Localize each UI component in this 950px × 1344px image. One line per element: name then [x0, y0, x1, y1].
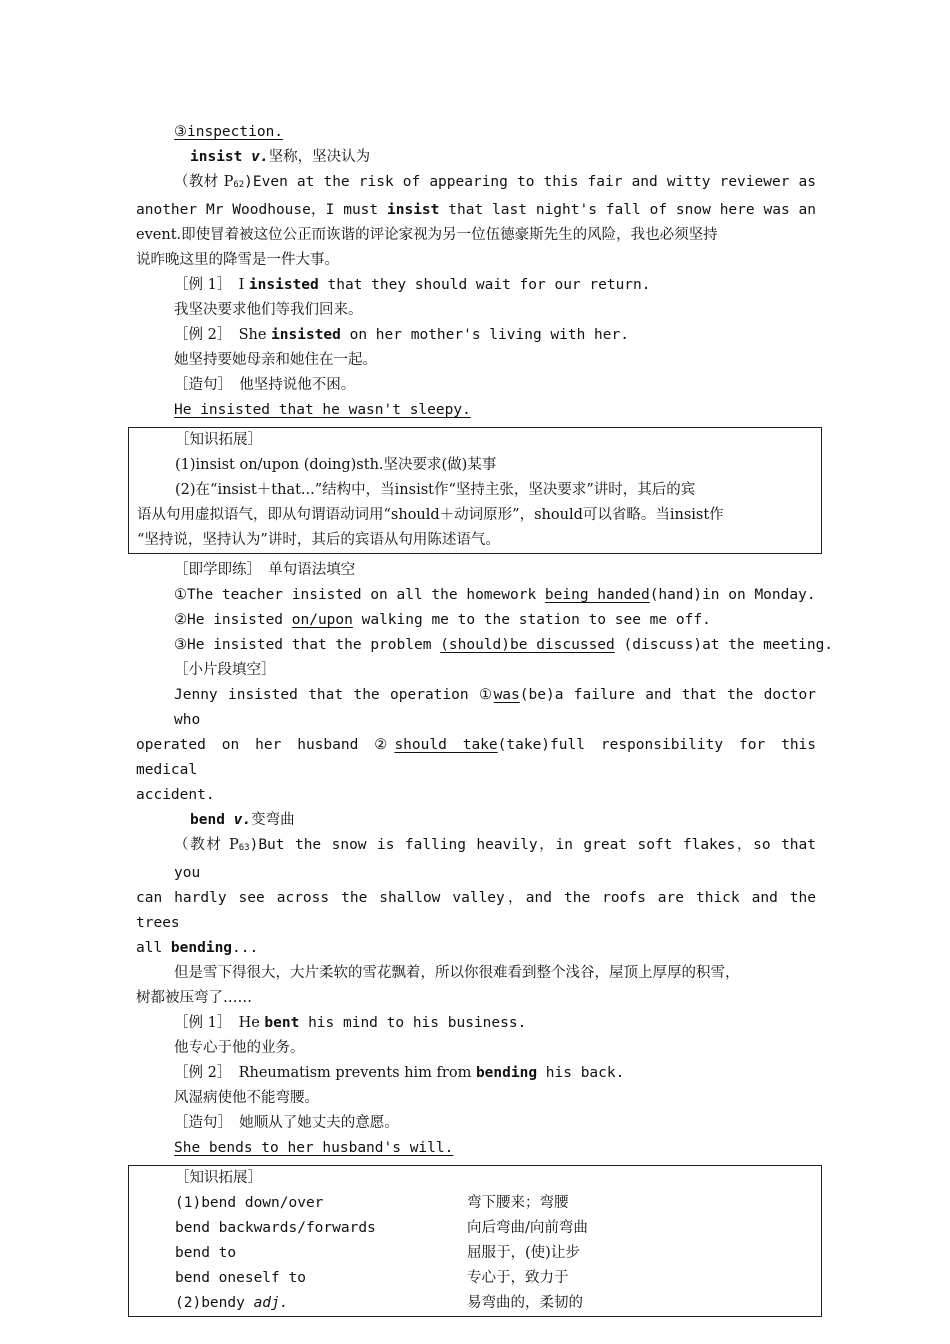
- extension-item: (2)在“insist＋that...”结构中，当insist作“坚持主张，坚决要求”讲时，其后的宾: [175, 482, 696, 498]
- bend-source-line: can hardly see across the shallow valley，and the roofs are thick and the trees: [136, 890, 816, 931]
- practice-item-1: ①The teacher insisted on all the homework being handed(hand)in on Monday.: [174, 587, 816, 603]
- bend-extension-box: [128, 1165, 822, 1317]
- document-page: [136, 120, 834, 1321]
- paragraph-fill-line: operated on her husband ②should take(take)full responsibility for this medical: [136, 737, 817, 778]
- extension-title: ［知识拓展］: [175, 1170, 262, 1186]
- bend-source-line: （教材 $P_{63})But$ the snow is falling heavily，in great soft flakes，so that you: [174, 837, 816, 881]
- insist-example-2: ［例 2］ She insisted on her mother's living with her.: [174, 327, 629, 343]
- extension-item: 语从句用虚拟语气，即从句谓语动词用“should＋动词原形”，should可以省略。当insist作: [137, 507, 724, 523]
- insist-translation: event.即使冒着被这位公正而诙谐的评论家视为另一位伍德豪斯先生的风险，我也必须坚持: [136, 227, 718, 243]
- insist-headword: insist v.坚称，坚决认为: [190, 149, 371, 165]
- extension-row: bend backwards/forwards 向后弯曲/向前弯曲: [175, 1220, 588, 1236]
- bend-example-2-cn: 风湿病使他不能弯腰。: [174, 1090, 319, 1106]
- bend-example-2: ［例 2］ Rheumatism prevents him from bending his back.: [174, 1065, 625, 1081]
- insist-make-sentence: ［造句］ 他坚持说他不困。: [174, 377, 356, 393]
- practice-title: ［即学即练］ 单句语法填空: [174, 562, 356, 578]
- extension-row: (2)bendy adj. 易弯曲的，柔韧的: [175, 1295, 583, 1311]
- bend-translation: 树都被压弯了……: [136, 990, 252, 1006]
- insist-example-1-cn: 我坚决要求他们等我们回来。: [174, 302, 363, 318]
- extension-title: ［知识拓展］: [175, 432, 262, 448]
- practice-item-2: ②He insisted on/upon walking me to the station to see me off.: [174, 612, 711, 628]
- paragraph-fill-title: ［小片段填空］: [174, 662, 276, 678]
- top-item: ③inspection.: [174, 124, 284, 140]
- paragraph-fill-line: Jenny insisted that the operation ①was(be)a failure and that the doctor who: [174, 687, 816, 728]
- insist-source-line: （教材 $P_{62})Even$ at the risk of appearing to this fair and witty reviewer as: [174, 174, 816, 190]
- insist-example-2-cn: 她坚持要她母亲和她住在一起。: [174, 352, 377, 368]
- paragraph-fill-line: accident.: [136, 787, 215, 803]
- extension-row: bend oneself to 专心于，致力于: [175, 1270, 569, 1286]
- bend-make-answer: She bends to her husband's will.: [174, 1140, 454, 1156]
- extension-item: (1)insist on/upon (doing)sth.坚决要求(做)某事: [175, 457, 497, 473]
- bend-translation: 但是雪下得很大，大片柔软的雪花飘着，所以你很难看到整个浅谷，屋顶上厚厚的积雪，: [174, 965, 740, 981]
- insist-make-answer: He insisted that he wasn't sleepy.: [174, 402, 471, 418]
- insist-extension-box: [128, 427, 822, 554]
- practice-item-3: ③He insisted that the problem (should)be discussed (discuss)at the meeting.: [174, 637, 834, 653]
- insist-source-line: another Mr Woodhouse，I must insist that last night's fall of snow here was an: [136, 202, 816, 218]
- bend-example-1: ［例 1］ He bent his mind to his business.: [174, 1015, 527, 1031]
- extension-row: (1)bend down/over 弯下腰来；弯腰: [175, 1195, 569, 1211]
- bend-example-1-cn: 他专心于他的业务。: [174, 1040, 305, 1056]
- bend-make-sentence: ［造句］ 她顺从了她丈夫的意愿。: [174, 1115, 399, 1131]
- insist-example-1: ［例 1］ I insisted that they should wait for our return.: [174, 277, 651, 293]
- bend-headword: bend v.变弯曲: [190, 812, 295, 828]
- insist-translation: 说昨晚这里的降雪是一件大事。: [136, 252, 339, 268]
- extension-row: bend to 屈服于，(使)让步: [175, 1245, 580, 1261]
- bend-source-line: all bending...: [136, 940, 259, 956]
- extension-item: “坚持说，坚持认为”讲时，其后的宾语从句用陈述语气。: [137, 532, 500, 548]
